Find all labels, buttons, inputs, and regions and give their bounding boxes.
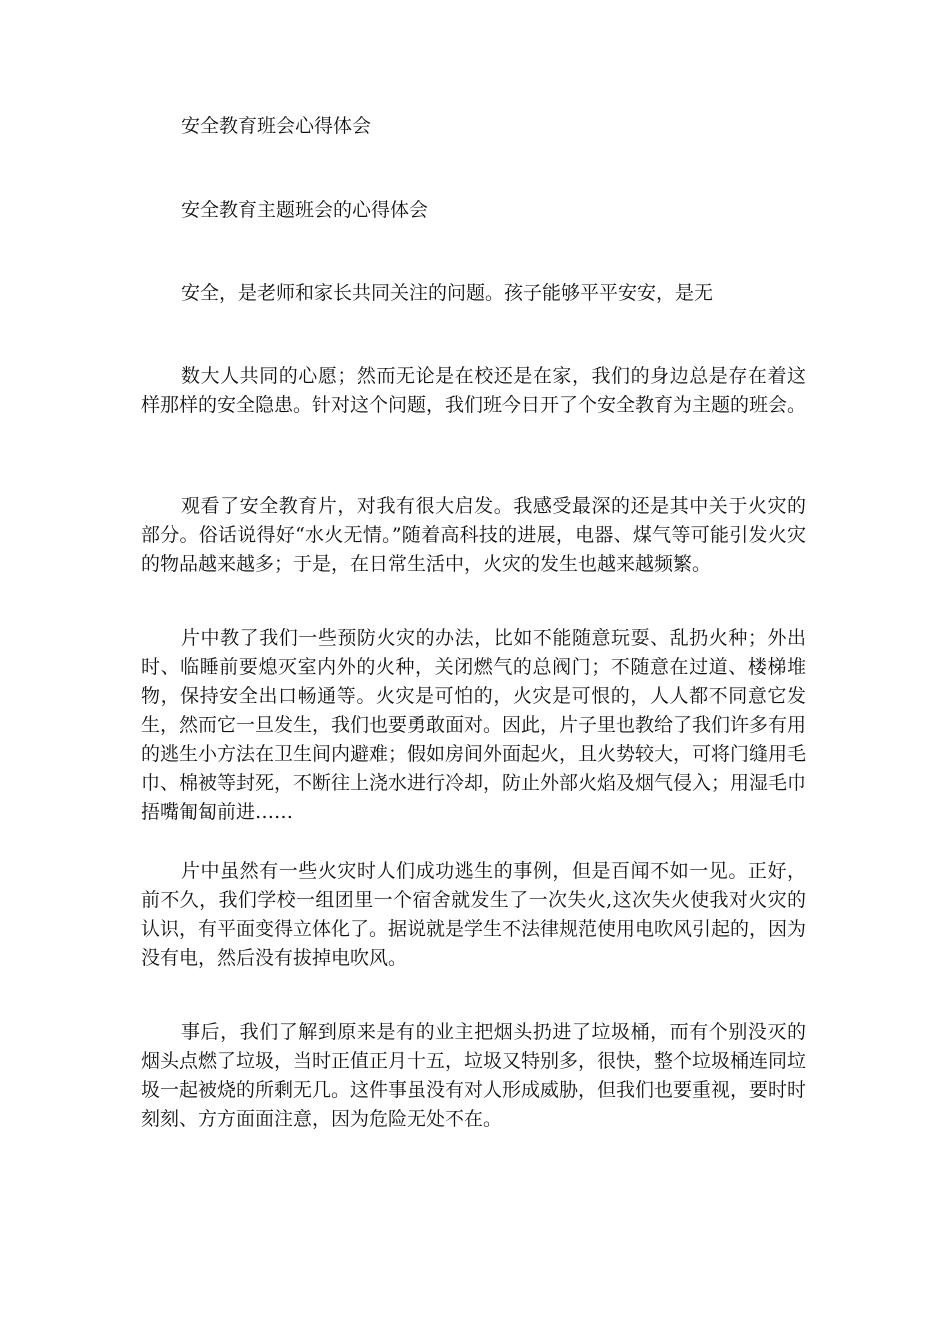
document-subtitle: 安全教育主题班会的心得体会 — [181, 199, 429, 221]
paragraph-3: 观看了安全教育片，对我有很大启发。我感受最深的还是其中关于火灾的部分。俗话说得好“水火无情。”随着高科技的进展，电器、煤气等可能引发火灾的物品越来越多；于是，在日常生活中，火灾的发生也越来越频繁。 — [141, 495, 806, 575]
paragraph-1: 安全，是老师和家长共同关注的问题。孩子能够平平安安，是无 — [181, 282, 714, 304]
document-title: 安全教育班会心得体会 — [181, 115, 372, 137]
paragraph-2: 数大人共同的心愿；然而无论是在校还是在家，我们的身边总是存在着这样那样的安全隐患。针对这个问题，我们班今日开了个安全教育为主题的班会。 — [141, 365, 807, 416]
paragraph-4: 片中教了我们一些预防火灾的办法，比如不能随意玩耍、乱扔火种；外出时、临睡前要熄灭室内外的火种，关闭燃气的总阀门；不随意在过道、楼梯堆物，保持安全出口畅通等。火灾是可怕的，火灾是可恨的，人人都不同意它发生，然而它一旦发生，我们也要勇敢面对。因此，片子里也教给了我们许多有用的逃生小方法在卫生间内避难；假如房间外面起火，且火势较大，可将门缝用毛巾、棉被等封死，不断往上浇水进行冷却，防止外部火焰及烟气侵入；用湿毛巾捂嘴匍匐前进…… — [141, 627, 807, 823]
paragraph-5: 片中虽然有一些火灾时人们成功逃生的事例，但是百闻不如一见。正好，前不久，我们学校一组团里一个宿舍就发生了一次失火,这次失火使我对火灾的认识，有平面变得立体化了。据说就是学生不法律规范使用电吹风引起的，因为没有电，然后没有拔掉电吹风。 — [141, 860, 807, 969]
paragraph-6: 事后，我们了解到原来是有的业主把烟头扔进了垃圾桶，而有个别没灭的烟头点燃了垃圾，当时正值正月十五，垃圾又特别多，很快，整个垃圾桶连同垃圾一起被烧的所剩无几。这件事虽没有对人形成威胁，但我们也要重视，要时时刻刻、方方面面注意，因为危险无处不在。 — [141, 1021, 807, 1130]
